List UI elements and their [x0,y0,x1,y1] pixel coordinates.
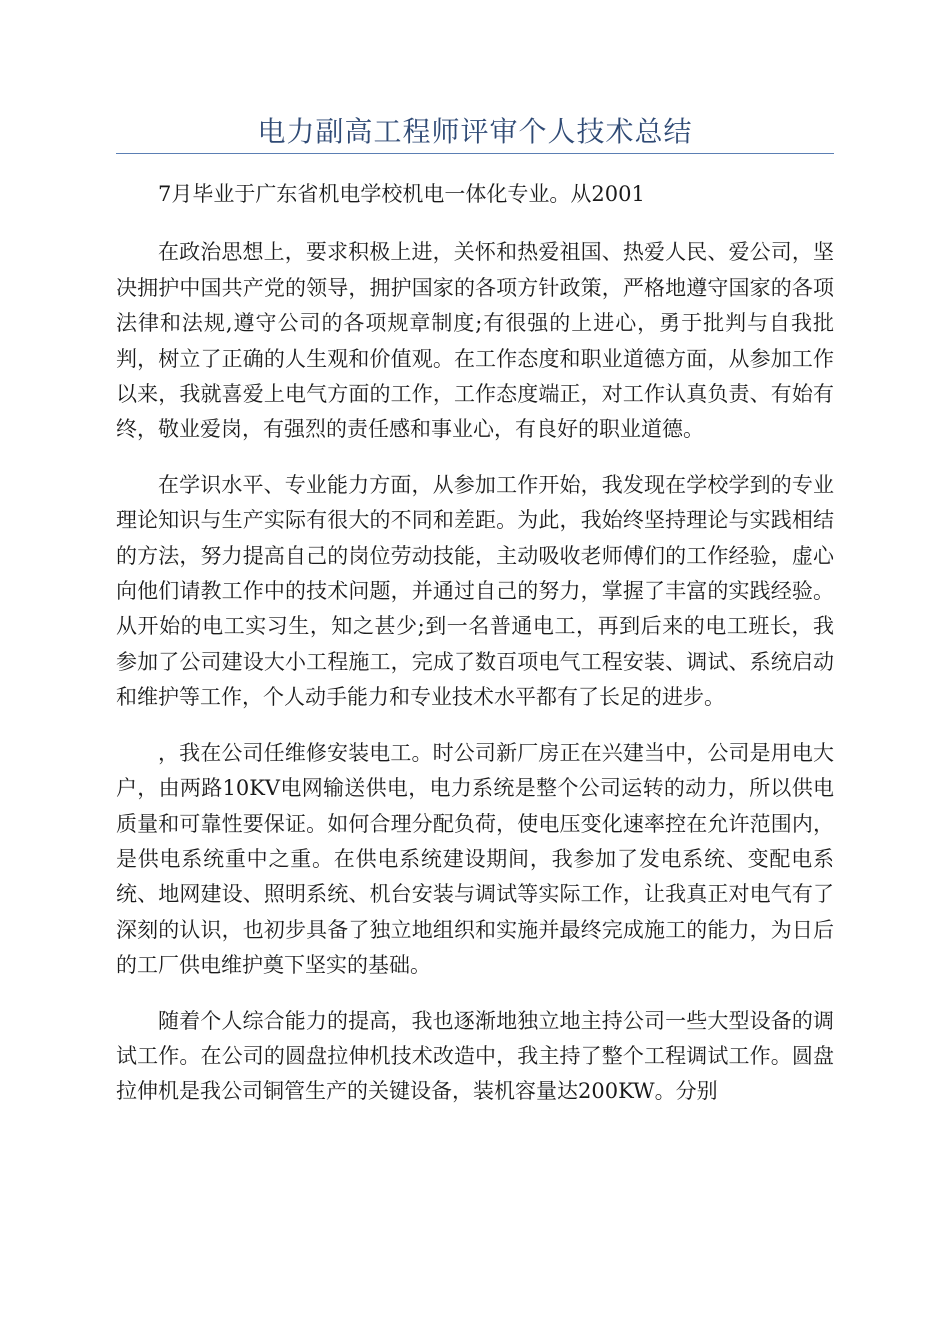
paragraph-political-thought: 在政治思想上，要求积极上进，关怀和热爱祖国、热爱人民、爱公司，坚决拥护中国共产党的领导，拥护国家的各项方针政策，严格地遵守国家的各项法律和法规,遵守公司的各项规章制度;有很强的上进心，勇于批判与自我批判，树立了正确的人生观和价值观。在工作态度和职业道德方面，从参加工作以来，我就喜爱上电气方面的工作，工作态度端正，对工作认真负责、有始有终，敬业爱岗，有强烈的责任感和事业心，有良好的职业道德。 [116,240,834,442]
title-underline [116,153,834,154]
document-title: 电力副高工程师评审个人技术总结 [257,115,693,148]
title-block [116,112,834,154]
paragraph-graduation: 7月毕业于广东省机电学校机电一体化专业。从2001 [158,182,645,206]
document-body [116,177,834,1130]
paragraph-equipment-commissioning: 随着个人综合能力的提高，我也逐渐地独立地主持公司一些大型设备的调试工作。在公司的圆盘拉伸机技术改造中，我主持了整个工程调试工作。圆盘拉伸机是我公司铜管生产的关键设备，装机容量达200KW。分别 [116,1008,834,1104]
paragraph-maintenance-electrician: ，我在公司任维修安装电工。时公司新厂房正在兴建当中，公司是用电大户，由两路10KV电网输送供电，电力系统是整个公司运转的动力，所以供电质量和可靠性要保证。如何合理分配负荷，使电压变化速率控在允许范围内，是供电系统重中之重。在供电系统建设期间，我参加了发电系统、变配电系统、地网建设、照明系统、机台安装与调试等实际工作，让我真正对电气有了深刻的认识，也初步具备了独立地组织和实施并最终完成施工的能力，为日后的工厂供电维护奠下坚实的基础。 [116,740,834,978]
paragraph-professional-ability: 在学识水平、专业能力方面，从参加工作开始，我发现在学校学到的专业理论知识与生产实际有很大的不同和差距。为此，我始终坚持理论与实践相结的方法，努力提高自己的岗位劳动技能，主动吸收老师傅们的工作经验，虚心向他们请教工作中的技术问题，并通过自己的努力，掌握了丰富的实践经验。从开始的电工实习生，知之甚少;到一名普通电工，再到后来的电工班长，我参加了公司建设大小工程施工，完成了数百项电气工程安装、调试、系统启动和维护等工作，个人动手能力和专业技术水平都有了长足的进步。 [116,472,834,710]
